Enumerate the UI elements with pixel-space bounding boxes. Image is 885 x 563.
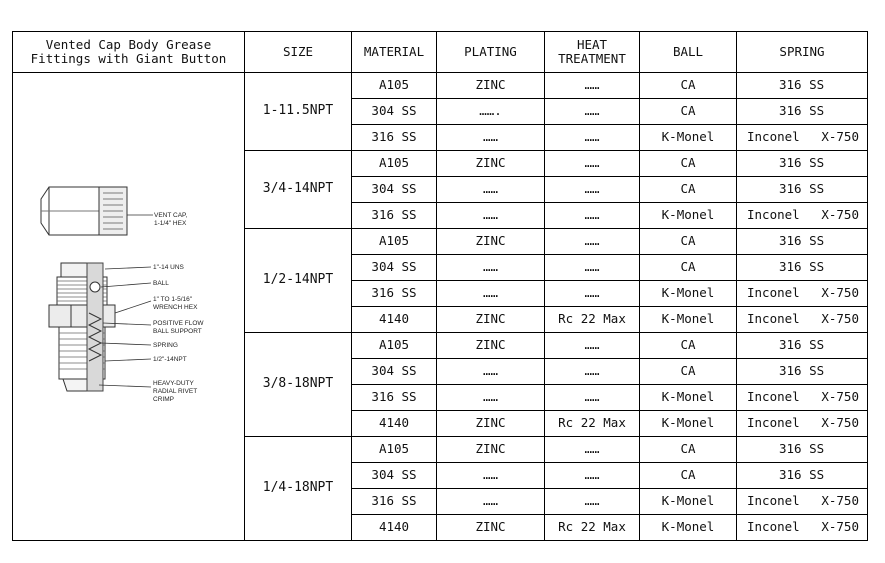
title-line-1: Vented Cap Body Grease [45,36,212,52]
size-cell: 3/4-14NPT [245,151,352,229]
label-heavy-2: RADIAL RIVET [153,388,198,395]
spring-cell [737,229,868,255]
plating-cell: ……. [437,99,545,125]
plating-cell: ZINC [437,307,545,333]
material-cell: 304 SS [352,463,437,489]
plating-cell: ZINC [437,73,545,99]
spring-cell [737,255,868,281]
plating-cell: …… [437,125,545,151]
spring-cell [737,99,868,125]
fitting-diagram [13,73,243,539]
plating-cell: ZINC [437,151,545,177]
plating-cell: ZINC [437,411,545,437]
spring-cell [737,307,868,333]
header-heat-line2: TREATMENT [558,51,626,66]
spring-cell [737,177,868,203]
material-cell: A105 [352,229,437,255]
label-positive-1: POSITIVE FLOW [153,320,204,327]
material-cell: A105 [352,437,437,463]
spring-cell [737,333,868,359]
ball-cell: CA [640,177,737,203]
ball-cell: CA [640,99,737,125]
plating-cell: ZINC [437,333,545,359]
plating-cell: ZINC [437,515,545,541]
table-body [13,73,868,541]
material-cell: 316 SS [352,385,437,411]
spring-inconel: Inconel X-750 [747,129,859,145]
size-cell: 1/4-18NPT [245,437,352,541]
heat-treatment-cell: Rc 22 Max [545,515,640,541]
spring-value: 316 SS [779,259,825,275]
plating-cell: …… [437,385,545,411]
heat-treatment-cell: …… [545,229,640,255]
heat-treatment-cell: …… [545,255,640,281]
spring-value: 316 SS [779,77,825,93]
spring-cell [737,73,868,99]
spec-table [12,31,868,541]
plating-cell: …… [437,463,545,489]
vent-cap-drawing [41,187,127,235]
heat-treatment-cell: …… [545,281,640,307]
material-cell: 316 SS [352,489,437,515]
ball-cell: CA [640,255,737,281]
size-cell: 1/2-14NPT [245,229,352,333]
heat-treatment-cell: …… [545,73,640,99]
heat-treatment-cell: …… [545,385,640,411]
diagram-cell [13,73,245,541]
plating-cell: …… [437,177,545,203]
ball-cell: K-Monel [640,307,737,333]
spring-cell [737,411,868,437]
material-cell: A105 [352,333,437,359]
label-heavy-1: HEAVY-DUTY [153,380,194,387]
header-plating: PLATING [437,32,545,73]
spring-value: 316 SS [779,155,825,171]
spring-value: 316 SS [779,337,825,353]
material-cell: 4140 [352,515,437,541]
material-cell: 304 SS [352,255,437,281]
ball-cell: K-Monel [640,385,737,411]
label-positive-2: BALL SUPPORT [153,328,202,335]
ball-cell: CA [640,463,737,489]
ball-cell: K-Monel [640,125,737,151]
plating-cell: …… [437,281,545,307]
spring-cell [737,125,868,151]
table-row [13,73,868,99]
spring-inconel: Inconel X-750 [747,493,859,509]
label-wrench-1: 1" TO 1-5/16" [153,296,193,303]
material-cell: 304 SS [352,177,437,203]
header-size: SIZE [245,32,352,73]
ball-cell: K-Monel [640,203,737,229]
spring-value: 316 SS [779,233,825,249]
spring-cell [737,385,868,411]
heat-treatment-cell: …… [545,99,640,125]
header-heat-line1: HEAT [576,36,608,52]
label-uns: 1"-14 UNS [153,264,184,271]
spring-inconel: Inconel X-750 [747,519,859,535]
spring-value: 316 SS [779,363,825,379]
spring-cell [737,463,868,489]
header-material: MATERIAL [352,32,437,73]
ball-cell: CA [640,73,737,99]
label-spring: SPRING [153,342,178,349]
plating-cell: …… [437,255,545,281]
plating-cell: …… [437,203,545,229]
material-cell: 316 SS [352,281,437,307]
header-row [13,32,868,73]
ball-cell: CA [640,437,737,463]
spring-cell [737,359,868,385]
spring-value: 316 SS [779,441,825,457]
spring-cell [737,489,868,515]
spring-inconel: Inconel X-750 [747,389,859,405]
heat-treatment-cell: …… [545,463,640,489]
ball-cell: CA [640,229,737,255]
spring-inconel: Inconel X-750 [747,285,859,301]
heat-treatment-cell: …… [545,359,640,385]
label-npt: 1/2"-14NPT [153,356,187,363]
ball-cell: CA [640,359,737,385]
spring-inconel: Inconel X-750 [747,311,859,327]
spring-cell [737,281,868,307]
material-cell: 304 SS [352,99,437,125]
heat-treatment-cell: …… [545,333,640,359]
ball-cell: K-Monel [640,411,737,437]
table-title [13,32,245,73]
spring-inconel: Inconel X-750 [747,415,859,431]
label-heavy-3: CRIMP [153,396,174,403]
fitting-body-drawing [49,263,115,391]
title-line-2: Fittings with Giant Button [30,51,227,66]
ball-cell: K-Monel [640,515,737,541]
heat-treatment-cell: Rc 22 Max [545,411,640,437]
material-cell: 304 SS [352,359,437,385]
plating-cell: ZINC [437,437,545,463]
material-cell: 4140 [352,307,437,333]
label-vent-cap: VENT CAP, [154,212,188,219]
spring-value: 316 SS [779,103,825,119]
spring-cell [737,437,868,463]
ball-cell: CA [640,151,737,177]
header-heat-treatment [545,32,640,73]
material-cell: A105 [352,151,437,177]
heat-treatment-cell: …… [545,151,640,177]
label-wrench-2: WRENCH HEX [153,304,198,311]
spring-cell [737,203,868,229]
spring-cell [737,515,868,541]
plating-cell: …… [437,489,545,515]
ball-cell: K-Monel [640,281,737,307]
spring-value: 316 SS [779,467,825,483]
heat-treatment-cell: …… [545,125,640,151]
header-spring: SPRING [737,32,868,73]
header-ball: BALL [640,32,737,73]
spring-value: 316 SS [779,181,825,197]
plating-cell: ZINC [437,229,545,255]
material-cell: 316 SS [352,203,437,229]
heat-treatment-cell: …… [545,437,640,463]
size-cell: 1-11.5NPT [245,73,352,151]
material-cell: 316 SS [352,125,437,151]
ball-cell: K-Monel [640,489,737,515]
ball-cell: CA [640,333,737,359]
plating-cell: …… [437,359,545,385]
material-cell: A105 [352,73,437,99]
material-cell: 4140 [352,411,437,437]
spring-inconel: Inconel X-750 [747,207,859,223]
size-cell: 3/8-18NPT [245,333,352,437]
heat-treatment-cell: …… [545,489,640,515]
label-vent-cap-hex: 1-1/4" HEX [154,220,187,227]
heat-treatment-cell: …… [545,203,640,229]
heat-treatment-cell: Rc 22 Max [545,307,640,333]
heat-treatment-cell: …… [545,177,640,203]
label-ball: BALL [153,280,169,287]
spring-cell [737,151,868,177]
